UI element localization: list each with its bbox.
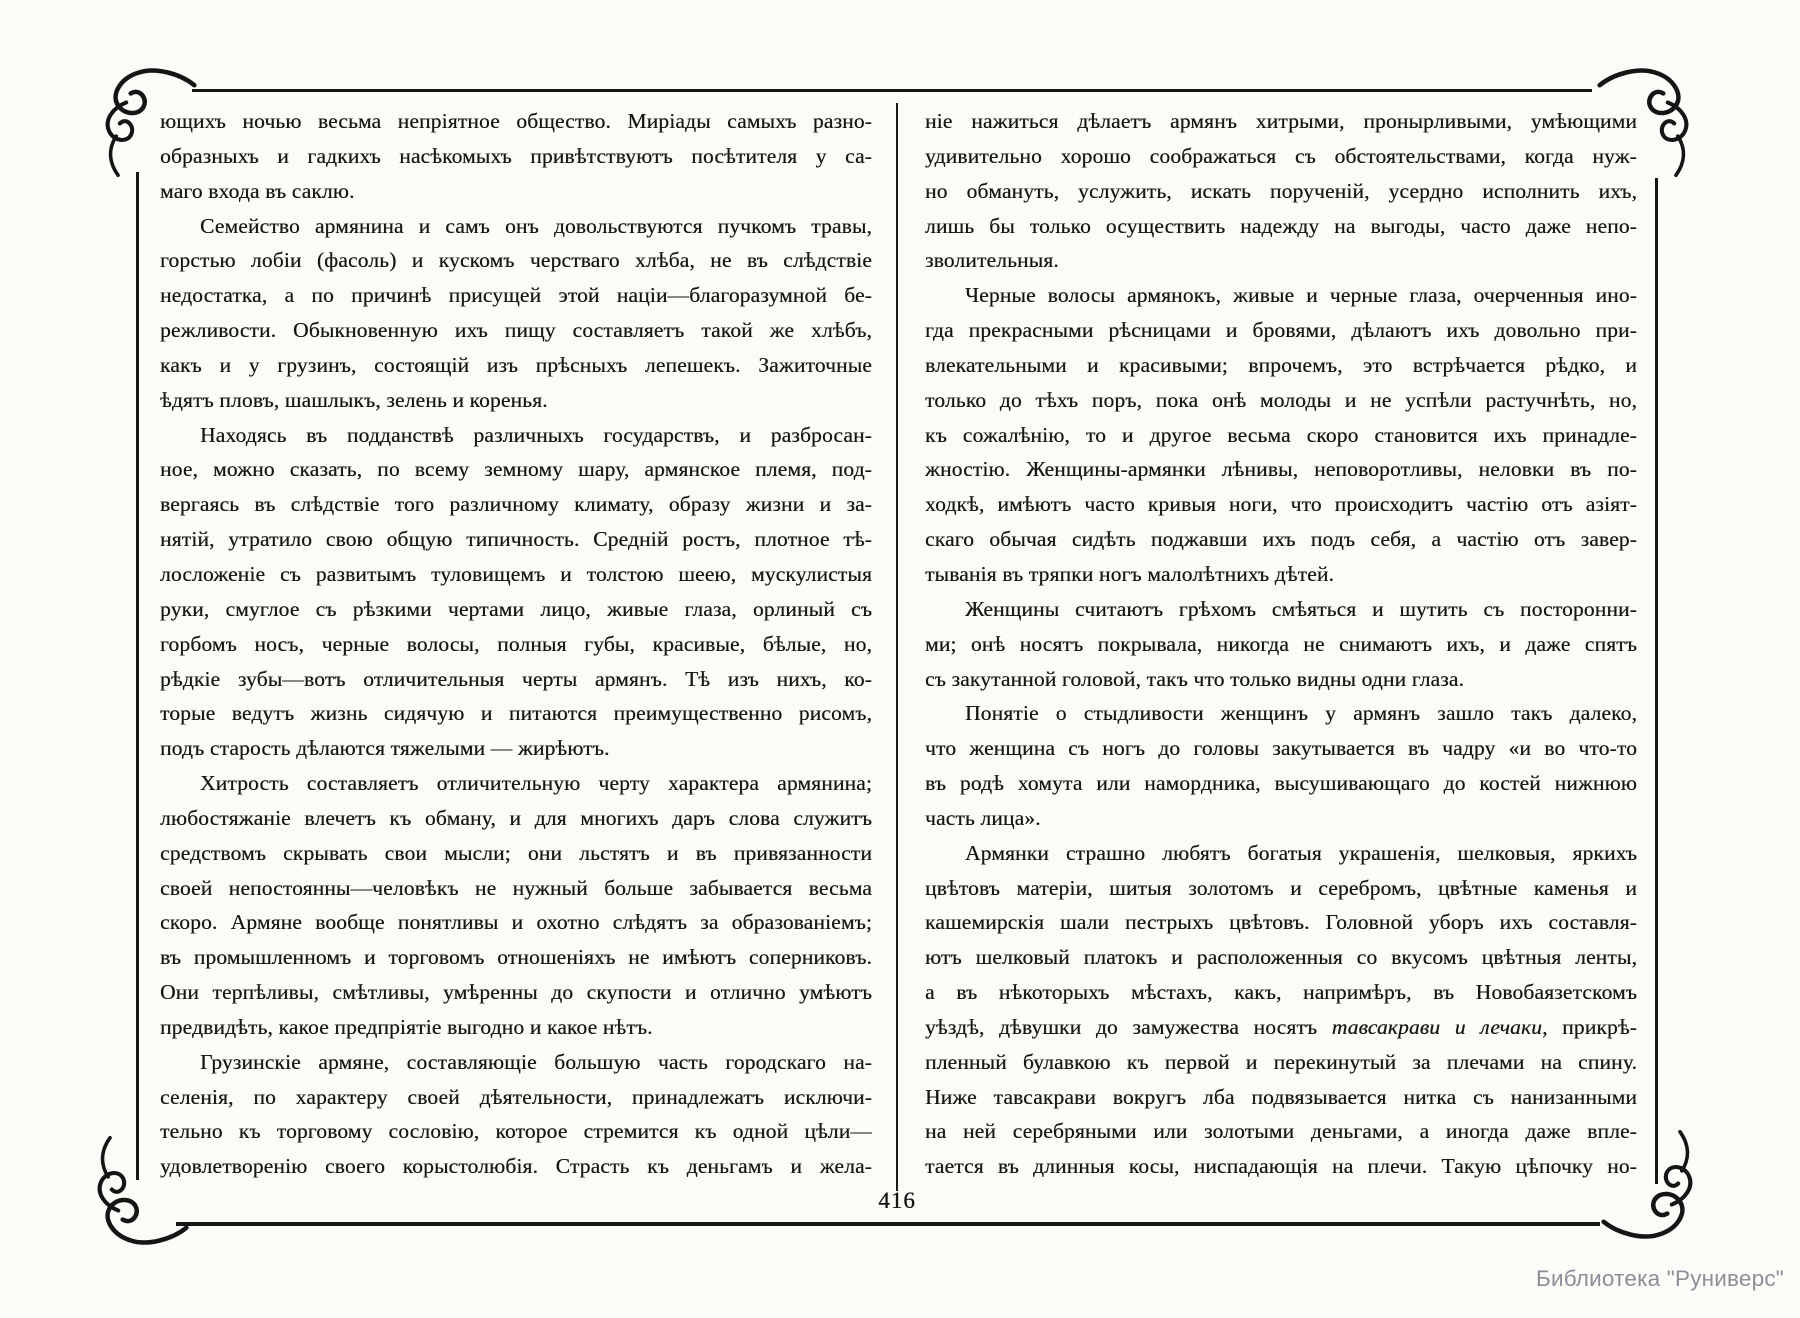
- text-line: нятій, утратило свою общую типичность. Средній ростъ, плотное тѣ-: [160, 527, 872, 552]
- page-number: 416: [878, 1188, 916, 1213]
- text-line: а въ нѣкоторыхъ мѣстахъ, какъ, напримѣръ, въ Новобаязетскомъ: [925, 980, 1637, 1005]
- text-line: образныхъ и гадкихъ насѣкомыхъ привѣтствуютъ посѣтителя у са-: [160, 143, 872, 168]
- text-line: гда прекрасными рѣсницами и бровями, дѣлаютъ ихъ довольно при-: [925, 318, 1637, 343]
- text-line: съ закутанной головой, такъ что только видны одни глаза.: [925, 666, 1465, 691]
- text-column-left: [160, 104, 872, 1184]
- text-segment: , прикрѣ-: [1542, 1014, 1637, 1039]
- column-divider-rule: [896, 103, 898, 1191]
- text-line: недостатка, а по причинѣ присущей этой націи—благоразумной бе-: [160, 283, 872, 308]
- text-line: но обмануть, услужить, искать порученій, усердно исполнить ихъ,: [925, 178, 1637, 203]
- text-line: Женщины считаютъ грѣхомъ смѣяться и шутить съ посторонни-: [965, 596, 1637, 621]
- text-line: къ сожалѣнію, то и другое весьма скоро становится ихъ принадле-: [925, 422, 1637, 447]
- text-line: Понятіе о стыдливости женщинъ у армянъ зашло такъ далеко,: [965, 701, 1637, 726]
- text-line: селенія, по характеру своей дѣятельности, принадлежатъ исключи-: [160, 1084, 872, 1109]
- italic-term: тавсакрави и лечаки: [1331, 1014, 1543, 1039]
- text-line: предвидѣть, какое предпріятіе выгодно и какое нѣтъ.: [160, 1014, 653, 1039]
- text-line: удивительно хорошо соображаться съ обстоятельствами, когда нуж-: [925, 143, 1637, 168]
- text-line: только до тѣхъ поръ, пока онѣ молоды и не успѣли растучнѣть, но,: [925, 387, 1637, 412]
- text-line: подъ старость дѣлаются тяжелыми — жирѣютъ.: [160, 736, 610, 761]
- text-line: какъ и у грузинъ, состоящій изъ прѣсныхъ лепешекъ. Зажиточные: [160, 352, 872, 377]
- text-line: скаго обычая сидѣть поджавши ихъ подъ себя, а частію отъ завер-: [925, 527, 1637, 552]
- text-line: Находясь въ подданствѣ различныхъ государствъ, и разбросан-: [200, 422, 872, 447]
- border-top-rule: [192, 89, 1592, 92]
- text-line: режливости. Обыкновенную ихъ пищу составляетъ такой же хлѣбъ,: [160, 318, 872, 343]
- text-line: лишь бы только осуществить надежду на выгоды, часто даже непо-: [925, 213, 1637, 238]
- text-line: [925, 1010, 1637, 1045]
- text-line: пленный булавкою къ первой и перекинутый за плечами на спину.: [925, 1049, 1637, 1074]
- text-line: влекательными и красивыми; впрочемъ, это встрѣчается рѣдко, и: [925, 352, 1637, 377]
- text-line: цвѣтовъ матеріи, шитыя золотомъ и серебромъ, цвѣтные каменья и: [925, 875, 1637, 900]
- text-column-right: [925, 104, 1637, 1184]
- text-line: Черные волосы армянокъ, живые и черные глаза, очерченныя ино-: [965, 283, 1637, 308]
- text-line: Они терпѣливы, смѣтливы, умѣренны до скупости и отлично умѣютъ: [160, 980, 872, 1005]
- text-line: вергаясь въ слѣдствіе того различному климату, образу жизни и за-: [160, 492, 872, 517]
- text-line: зволительныя.: [925, 248, 1059, 273]
- text-line: любостяжаніе влечетъ къ обману, и для многихъ даръ слова служитъ: [160, 805, 872, 830]
- text-line: ютъ шелковый платокъ и расположенныя со вкусомъ цвѣтныя ленты,: [925, 945, 1637, 970]
- text-line: горстью лобіи (фасоль) и кускомъ черстваго хлѣба, не въ слѣдствіе: [160, 248, 872, 273]
- text-line: Хитрость составляетъ отличительную черту характера армянина;: [200, 771, 872, 796]
- text-line: кашемирскія шали пестрыхъ цвѣтовъ. Головной уборъ ихъ составля-: [925, 910, 1637, 935]
- text-line: ѣдятъ пловъ, шашлыкъ, зелень и коренья.: [160, 387, 548, 412]
- text-line: скоро. Армяне вообще понятливы и охотно слѣдятъ за образованіемъ;: [160, 910, 872, 935]
- text-line: на ней серебряными или золотыми деньгами, а иногда даже впле-: [925, 1119, 1637, 1144]
- text-line: жностію. Женщины-армянки лѣнивы, неповоротливы, неловки въ по-: [925, 457, 1637, 482]
- text-line: ходкѣ, имѣютъ часто кривыя ноги, что происходитъ частію отъ азіят-: [925, 492, 1637, 517]
- text-line: удовлетворенію своего корыстолюбія. Страсть къ деньгамъ и жела-: [160, 1154, 872, 1179]
- text-line: руки, смуглое съ рѣзкими чертами лицо, живые глаза, орлиный съ: [160, 596, 872, 621]
- library-watermark: Библиотека "Руниверс": [1536, 1266, 1784, 1291]
- text-line: рѣдкіе зубы—вотъ отличительныя черты армянъ. Тѣ изъ нихъ, ко-: [160, 666, 872, 691]
- text-line: торые ведутъ жизнь сидячую и питаются преимущественно рисомъ,: [160, 701, 872, 726]
- text-line: ное, можно сказать, по всему земному шару, армянское племя, под-: [160, 457, 872, 482]
- text-line: часть лица».: [925, 805, 1041, 830]
- text-line: въ промышленномъ и торговомъ отношеніяхъ не имѣютъ соперниковъ.: [160, 945, 872, 970]
- text-line: тыванія въ тряпки ногъ малолѣтнихъ дѣтей.: [925, 561, 1335, 586]
- text-line: средствомъ скрывать свои мысли; они льстятъ и въ привязанности: [160, 840, 872, 865]
- text-line: въ родѣ хомута или намордника, высушивающаго до костей нижнюю: [925, 771, 1637, 796]
- border-bottom-rule: [176, 1222, 1600, 1226]
- text-line: маго входа въ саклю.: [160, 178, 355, 203]
- text-line: Грузинскіе армяне, составляющіе большую часть городскаго на-: [200, 1049, 872, 1074]
- border-left-rule: [136, 172, 139, 1180]
- text-line: ніе нажиться дѣлаетъ армянъ хитрыми, пронырливыми, умѣющими: [925, 109, 1637, 133]
- text-segment: уѣздѣ, дѣвушки до замужества носятъ: [925, 1014, 1332, 1039]
- text-line: тается въ длинныя косы, ниспадающія на плечи. Такую цѣпочку но-: [925, 1154, 1637, 1179]
- text-line: лосложеніе съ развитымъ туловищемъ и толстою шеею, мускулистыя: [160, 561, 872, 586]
- text-line: горбомъ носъ, черные волосы, полныя губы, красивые, бѣлые, но,: [160, 631, 872, 656]
- text-line: тельно къ торговому сословію, которое стремится къ одной цѣли—: [160, 1119, 872, 1144]
- text-line: своей непостоянны—человѣкъ не нужный больше забывается весьма: [160, 875, 872, 900]
- text-line: ющихъ ночью весьма непріятное общество. Миріады самыхъ разно-: [160, 109, 872, 133]
- text-line: ми; онѣ носятъ покрывала, никогда не снимаютъ ихъ, и даже спятъ: [925, 631, 1637, 656]
- text-line: Армянки страшно любятъ богатыя украшенія, шелковыя, яркихъ: [965, 840, 1637, 865]
- text-line: Семейство армянина и самъ онъ довольствуются пучкомъ травы,: [200, 213, 872, 238]
- border-right-rule: [1655, 178, 1658, 1184]
- text-line: что женщина съ ногъ до головы закутывается въ чадру «и во что-то: [925, 736, 1637, 761]
- text-line: Ниже тавсакрави вокругъ лба подвязывается нитка съ нанизанными: [925, 1084, 1637, 1109]
